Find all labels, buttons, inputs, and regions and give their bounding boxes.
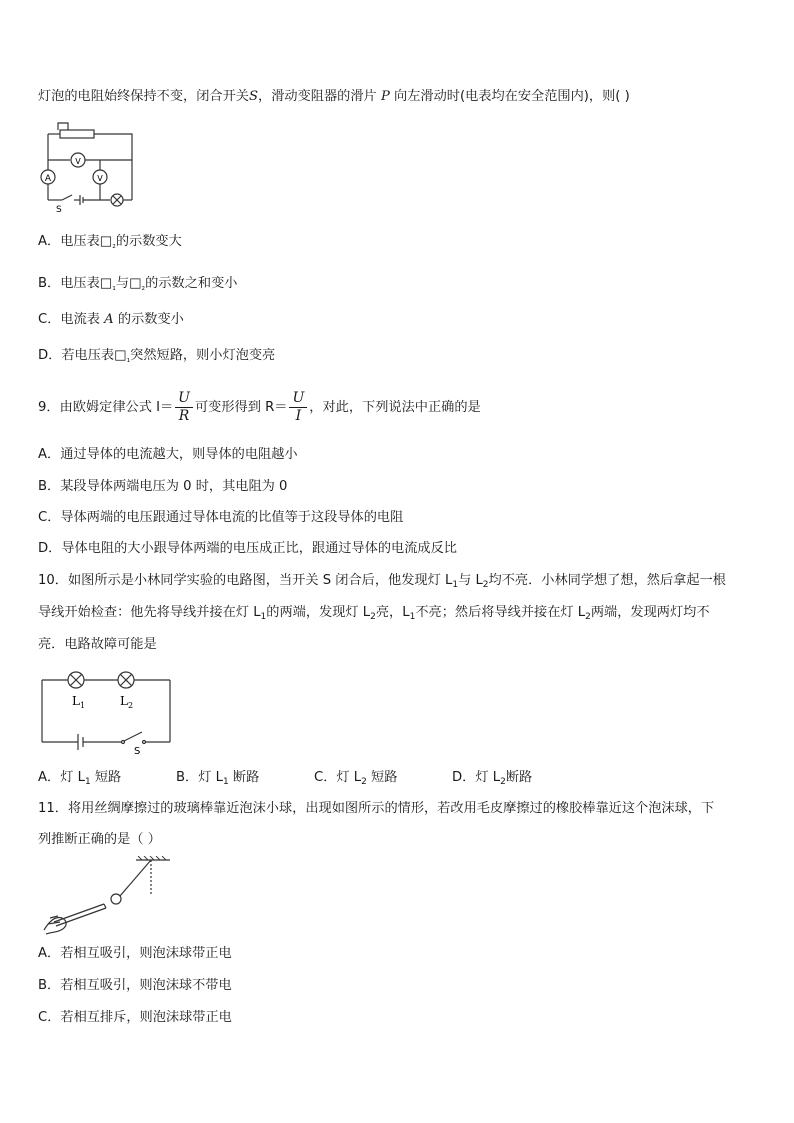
q10-stem-line2: 导线开始检查：他先将导线并接在灯 $L_1$的两端，发现灯 $L_2$亮，$L_1$不亮；然后将导线并接在灯 $L_2$两端，发现两灯均不 [38, 605, 710, 622]
q9-option-b: B．某段导体两端电压为 0 时，其电阻为 0 [38, 479, 288, 494]
q11-option-a: A．若相互吸引，则泡沫球带正电 [38, 946, 232, 961]
q11-option-c: C．若相互排斥，则泡沫球带正电 [38, 1010, 232, 1025]
lamp-l1-label: $L_1$ [72, 694, 86, 710]
q10-option-c: C．灯 $L_2$ 短路 [314, 770, 398, 787]
q10-option-d: D．灯 $L_2$断路 [452, 770, 533, 787]
q8-circuit-diagram [40, 120, 140, 215]
q11-rod-and-ball-figure [40, 856, 180, 936]
q10-circuit-diagram [38, 666, 174, 756]
lamp-l2-label: $L_2$ [120, 694, 134, 710]
q8-stem: 灯泡的电阻始终保持不变，闭合开关S，滑动变阻器的滑片 P 向左滑动时(电表均在安全范围内)，则( ) [38, 89, 630, 104]
q9-option-c: C．导体两端的电压跟通过导体电流的比值等于这段导体的电阻 [38, 510, 404, 525]
q8-option-b: B．电压表$□_{_1}$与$□_{_2}$的示数之和变小 [38, 276, 238, 293]
q10-option-b: B．灯 $L_1$ 断路 [176, 770, 260, 787]
q10-option-a: A．灯 $L_1$ 短路 [38, 770, 122, 787]
q9-stem: 9．由欧姆定律公式 I＝ $\frac{U}{R}$ 可变形得到 R＝ $\frac{U}{I}$ ，对此，下列说法中正确的是 [38, 389, 481, 424]
ammeter-label: A [44, 174, 52, 184]
q11-stem-line1: 11．将用丝绸摩擦过的玻璃棒靠近泡沫小球，出现如图所示的情形，若改用毛皮摩擦过的橡胶棒靠近这个泡沫球，下 [38, 801, 715, 816]
q9-option-d: D．导体电阻的大小跟导体两端的电压成正比，跟通过导体的电流成反比 [38, 541, 457, 556]
q8-option-a: A．电压表$□_{_2}$的示数变大 [38, 234, 182, 251]
switch-label: S [56, 205, 62, 215]
q10-stem-line3: 亮．电路故障可能是 [38, 637, 157, 652]
voltmeter-v2-label: V [75, 157, 81, 166]
q8-option-d: D．若电压表$□_{_1}$突然短路，则小灯泡变亮 [38, 348, 276, 365]
ohm-fraction-i: $\frac{U}{R}$ [175, 390, 193, 425]
q11-option-b: B．若相互吸引，则泡沫球不带电 [38, 978, 232, 993]
q10-stem-line1: 10．如图所示是小林同学实验的电路图，当开关 S 闭合后，他发现灯 $L_1$与 $L_2$均不亮．小林同学想了想，然后拿起一根 [38, 573, 726, 590]
switch-s-label: S [134, 746, 141, 756]
q9-option-a: A．通过导体的电流越大，则导体的电阻越小 [38, 447, 298, 462]
q11-stem-line2: 列推断正确的是（ ） [38, 832, 161, 847]
voltmeter-v1-label: V [97, 174, 103, 183]
q8-option-c: C．电流表 A 的示数变小 [38, 312, 184, 327]
ohm-fraction-r: $\frac{U}{I}$ [289, 390, 307, 425]
